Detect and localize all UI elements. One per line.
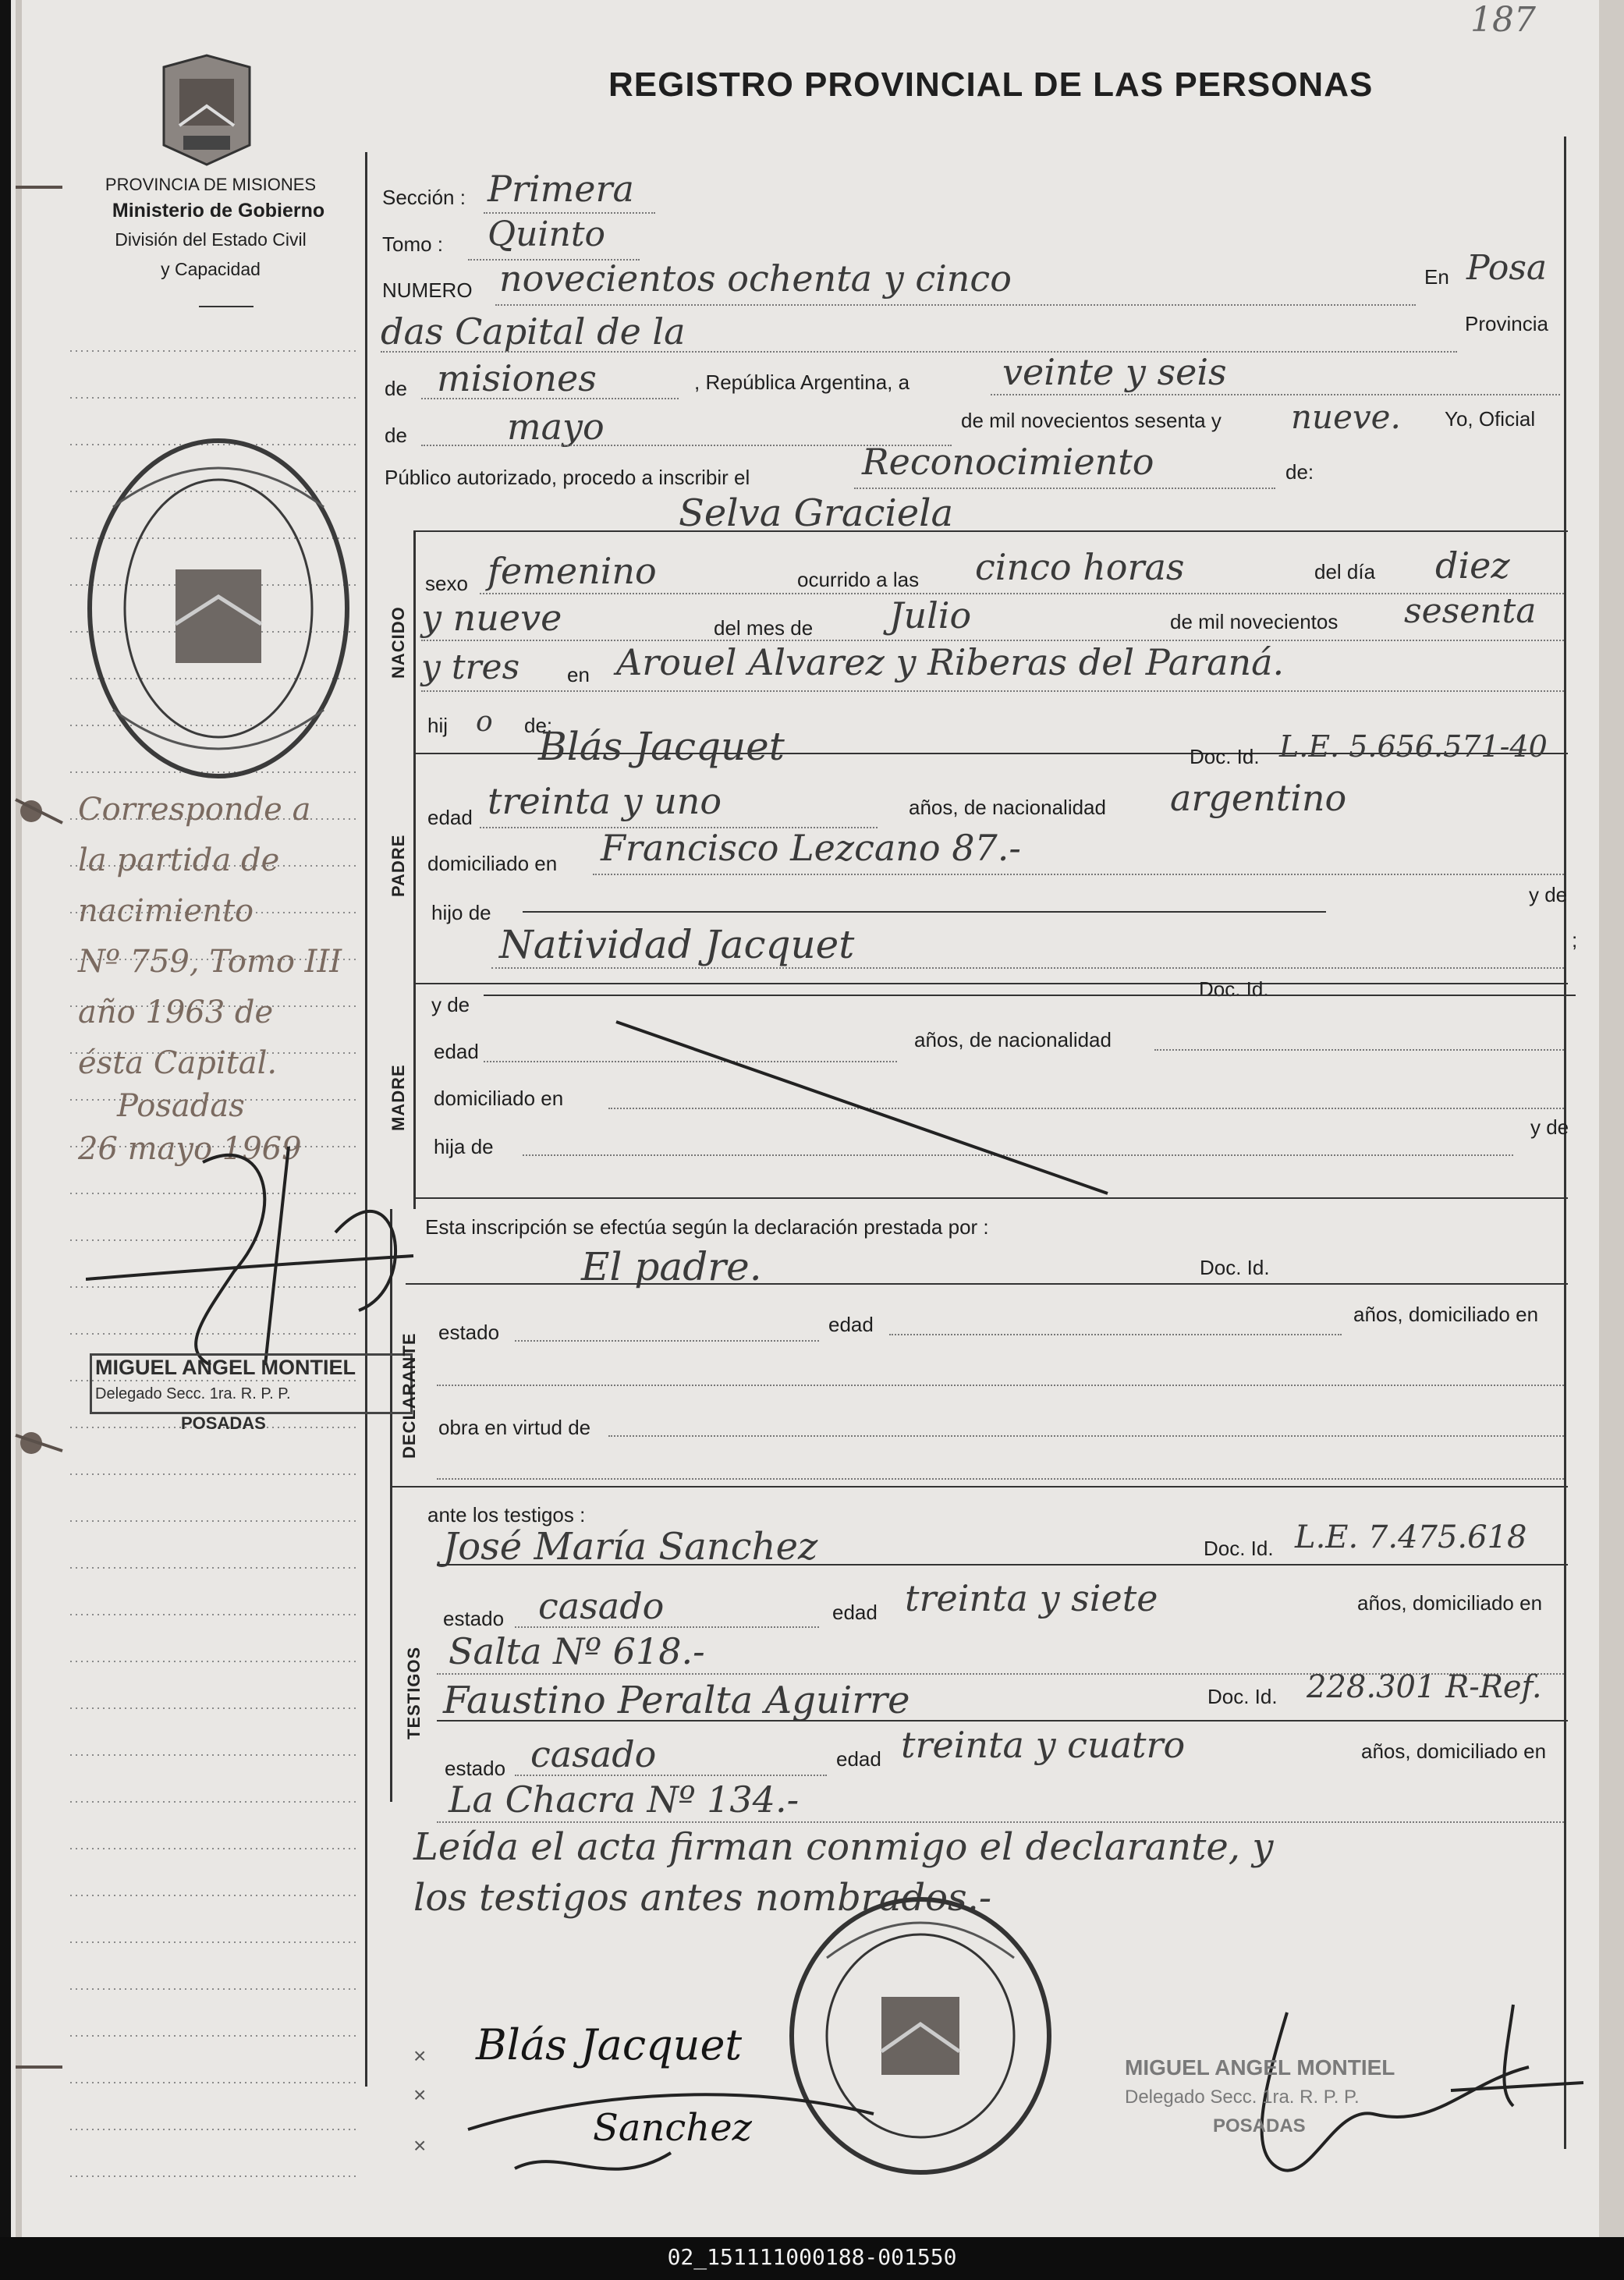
label-ocurrido: ocurrido a las <box>797 568 920 591</box>
margin-note-line: la partida de <box>78 842 280 878</box>
label-hija-de: hija de <box>434 1135 494 1158</box>
page-edge <box>1599 0 1624 2237</box>
document-title: REGISTRO PROVINCIAL DE LAS PERSONAS <box>608 66 1374 104</box>
signature-mark: × <box>413 2083 427 2107</box>
province-name: PROVINCIA DE MISIONES <box>105 175 317 194</box>
value-testigo2-doc: 228.301 R-Ref. <box>1307 1669 1542 1705</box>
stamp-official-title: Delegado Secc. 1ra. R. P. P. <box>95 1385 291 1402</box>
side-label-madre: MADRE <box>388 1064 408 1131</box>
label-edad-madre: edad <box>434 1040 479 1063</box>
section-rule <box>413 983 1568 984</box>
label-doc-id-t2: Doc. Id. <box>1207 1685 1278 1708</box>
value-lugar: Arouel Alvarez y Riberas del Paraná. <box>616 641 1285 683</box>
strike-line <box>523 911 1326 913</box>
closing-line-1: Leída el acta firman conmigo el declarante, y <box>413 1825 1274 1869</box>
value-nombre: Selva Graciela <box>679 491 954 535</box>
label-estado-t2: estado <box>445 1757 506 1780</box>
label-publico: Público autorizado, procedo a inscribir el <box>385 466 750 489</box>
label-de: de <box>385 377 407 400</box>
label-estado-t1: estado <box>443 1607 505 1630</box>
value-numero: novecientos ochenta y cinco <box>499 257 1012 300</box>
page-number: 187 <box>1470 0 1536 40</box>
label-anos-dom-t1: años, domiciliado en <box>1357 1591 1543 1615</box>
round-seal-icon <box>82 429 355 788</box>
label-mil-sesenta: de mil novecientos sesenta y <box>961 409 1222 432</box>
label-sexo: sexo <box>425 572 468 595</box>
dotted-line <box>381 351 1457 353</box>
value-padre-edad: treinta y uno <box>488 780 722 822</box>
label-ante: ante los testigos : <box>427 1503 586 1527</box>
header-divider <box>199 306 254 307</box>
signature-witness: Sanchez <box>593 2106 752 2150</box>
strike-line <box>484 995 1576 996</box>
dotted-line <box>515 1340 819 1342</box>
label-doc-id-madre: Doc. Id. <box>1199 977 1269 1001</box>
value-sexo: femenino <box>488 550 657 592</box>
value-acto: Reconocimiento <box>862 441 1154 483</box>
stamp-official-city: POSADAS <box>181 1413 266 1433</box>
label-numero: NUMERO <box>382 278 473 302</box>
label-edad-t2: edad <box>836 1747 881 1771</box>
dotted-line <box>515 1626 819 1628</box>
dotted-line <box>593 874 1564 875</box>
value-hij-o: o <box>476 706 493 738</box>
value-anio: nueve. <box>1291 398 1401 436</box>
side-label-declarante: DECLARANTE <box>399 1332 419 1459</box>
stamp-official-name: MIGUEL ANGEL MONTIEL <box>95 1356 356 1379</box>
section-rule <box>437 1720 1568 1722</box>
value-city-1: Posa <box>1466 248 1548 288</box>
label-tomo: Tomo : <box>382 232 444 256</box>
value-padre-doc: L.E. 5.656.571-40 <box>1279 729 1548 764</box>
label-yo-oficial: Yo, Oficial <box>1445 407 1536 431</box>
value-dia-nac-2: y nueve <box>421 597 562 639</box>
signature-mark: × <box>413 2133 427 2158</box>
dotted-line <box>1154 1049 1564 1051</box>
margin-note-line: 26 mayo 1969 <box>78 1131 302 1167</box>
value-testigo1: José María Sanchez <box>443 1525 818 1569</box>
label-del-dia: del día <box>1314 560 1376 583</box>
margin-note-line: año 1963 de <box>78 995 274 1030</box>
label-seccion: Sección : <box>382 186 466 209</box>
dotted-line <box>484 212 655 214</box>
label-de-2: de <box>385 424 407 447</box>
value-dia: veinte y seis <box>1002 351 1227 393</box>
label-edad-decl: edad <box>828 1313 874 1336</box>
label-hijo-de: hijo de <box>431 901 491 924</box>
label-republica: , República Argentina, a <box>694 371 910 394</box>
dotted-line <box>515 1775 827 1776</box>
image-id: 02_151111000188-001550 <box>667 2244 957 2270</box>
signature-mark: × <box>413 2044 427 2068</box>
margin-note-line: Nº 759, Tomo III <box>78 944 342 980</box>
label-domiciliada: domiciliado en <box>434 1087 564 1110</box>
label-en-lugar: en <box>567 663 590 686</box>
label-y-de-madre: y de <box>431 993 470 1016</box>
value-provincia: misiones <box>437 357 597 399</box>
label-provincia: Provincia <box>1465 312 1548 335</box>
value-dia-nac-1: diez <box>1435 544 1510 587</box>
margin-note-line: ésta Capital. <box>78 1045 278 1081</box>
label-esta-inscripcion: Esta inscripción se efectúa según la declaración prestada por : <box>425 1215 989 1239</box>
value-declarante: El padre. <box>581 1244 762 1289</box>
side-label-padre: PADRE <box>388 834 408 897</box>
label-y-de-hija: y de <box>1530 1115 1569 1139</box>
value-testigo1-doc: L.E. 7.475.618 <box>1295 1519 1527 1555</box>
dotted-line <box>437 1478 1564 1480</box>
dotted-line <box>854 488 1275 489</box>
division-name: División del Estado Civil <box>115 229 307 250</box>
dotted-line <box>437 1385 1564 1386</box>
dotted-line <box>491 967 1564 969</box>
value-testigo2: Faustino Peralta Aguirre <box>443 1679 910 1722</box>
label-anos-nac-madre: años, de nacionalidad <box>914 1028 1112 1051</box>
stamp-official-name-2: MIGUEL ANGEL MONTIEL <box>1125 2055 1395 2080</box>
form-right-border <box>1564 137 1566 2149</box>
label-anos-nac: años, de nacionalidad <box>909 796 1106 819</box>
label-edad-t1: edad <box>832 1601 878 1624</box>
value-mes: mayo <box>507 406 605 448</box>
madre-cross-out <box>608 1014 1115 1201</box>
division-name-2: y Capacidad <box>161 259 261 279</box>
value-padre-dom: Francisco Lezcano 87.- <box>601 827 1021 869</box>
provincial-crest-icon <box>156 51 257 168</box>
stamp-official-city-2: POSADAS <box>1213 2115 1306 2136</box>
label-edad: edad <box>427 806 473 829</box>
value-padre-nac: argentino <box>1170 777 1347 819</box>
closing-line-2: los testigos antes nombrados.- <box>413 1876 992 1920</box>
label-en: En <box>1424 265 1449 289</box>
dotted-line <box>608 1435 1564 1437</box>
value-padre-madre: Natividad Jacquet <box>499 922 855 967</box>
label-doc-id: Doc. Id. <box>1190 745 1260 768</box>
value-testigo1-edad: treinta y siete <box>905 1577 1158 1619</box>
dotted-line <box>421 398 679 399</box>
label-doc-id-t1: Doc. Id. <box>1204 1537 1274 1560</box>
section-rule <box>413 1197 1568 1199</box>
side-label-nacido: NACIDO <box>388 606 408 679</box>
margin-note-line: Posadas <box>117 1088 245 1124</box>
section-rule <box>437 1564 1568 1566</box>
dotted-line <box>889 1334 1342 1335</box>
label-de-colon: de: <box>1285 460 1314 484</box>
ministry-name: Ministerio de Gobierno <box>112 200 325 222</box>
value-city-2: das Capital de la <box>381 310 686 353</box>
dotted-line <box>480 593 1564 594</box>
value-anio-nac-2: y tres <box>421 647 520 687</box>
value-tomo: Quinto <box>488 215 605 254</box>
section-rule <box>390 1486 1568 1487</box>
dotted-line <box>421 690 1564 692</box>
label-de-colon-2: de: <box>524 714 553 737</box>
dotted-line <box>991 394 1560 395</box>
value-seccion: Primera <box>488 168 634 210</box>
label-y-de: y de <box>1529 883 1568 906</box>
label-hij: hij <box>427 714 449 737</box>
margin-note-line: nacimiento <box>78 893 254 929</box>
signature-scribbles <box>437 1997 1607 2200</box>
section-rule <box>413 530 1568 532</box>
label-estado-decl: estado <box>438 1321 500 1344</box>
stamp-official-title-2: Delegado Secc. 1ra. R. P. P. <box>1125 2087 1360 2108</box>
dotted-line <box>437 1821 1564 1823</box>
label-anos-dom-t2: años, domiciliado en <box>1361 1739 1547 1763</box>
label-del-mes: del mes de <box>714 616 814 640</box>
label-obra: obra en virtud de <box>438 1416 591 1439</box>
label-anos-dom-decl: años, domiciliado en <box>1353 1303 1539 1326</box>
value-testigo1-estado: casado <box>538 1585 665 1627</box>
value-anio-nac-1: sesenta <box>1404 591 1537 631</box>
dotted-line <box>495 304 1416 306</box>
section-divider-1 <box>413 530 416 1209</box>
value-testigo2-dom: La Chacra Nº 134.- <box>449 1778 800 1821</box>
margin-note-line: Corresponde a <box>78 792 311 828</box>
signature-father: Blás Jacquet <box>476 2020 743 2069</box>
label-domiciliado: domiciliado en <box>427 852 558 875</box>
value-hora: cinco horas <box>975 546 1185 588</box>
label-semicolon: ; <box>1572 928 1578 952</box>
label-mil-nov: de mil novecientos <box>1170 610 1339 633</box>
label-doc-id-decl: Doc. Id. <box>1200 1256 1270 1279</box>
value-testigo2-estado: casado <box>530 1733 657 1775</box>
section-rule <box>406 1283 1568 1285</box>
value-padre-nombre: Blás Jacquet <box>538 724 785 769</box>
value-testigo2-edad: treinta y cuatro <box>901 1724 1186 1766</box>
value-testigo1-dom: Salta Nº 618.- <box>449 1630 705 1672</box>
side-label-testigos: TESTIGOS <box>404 1646 424 1739</box>
value-mes-nac: Julio <box>889 594 972 636</box>
